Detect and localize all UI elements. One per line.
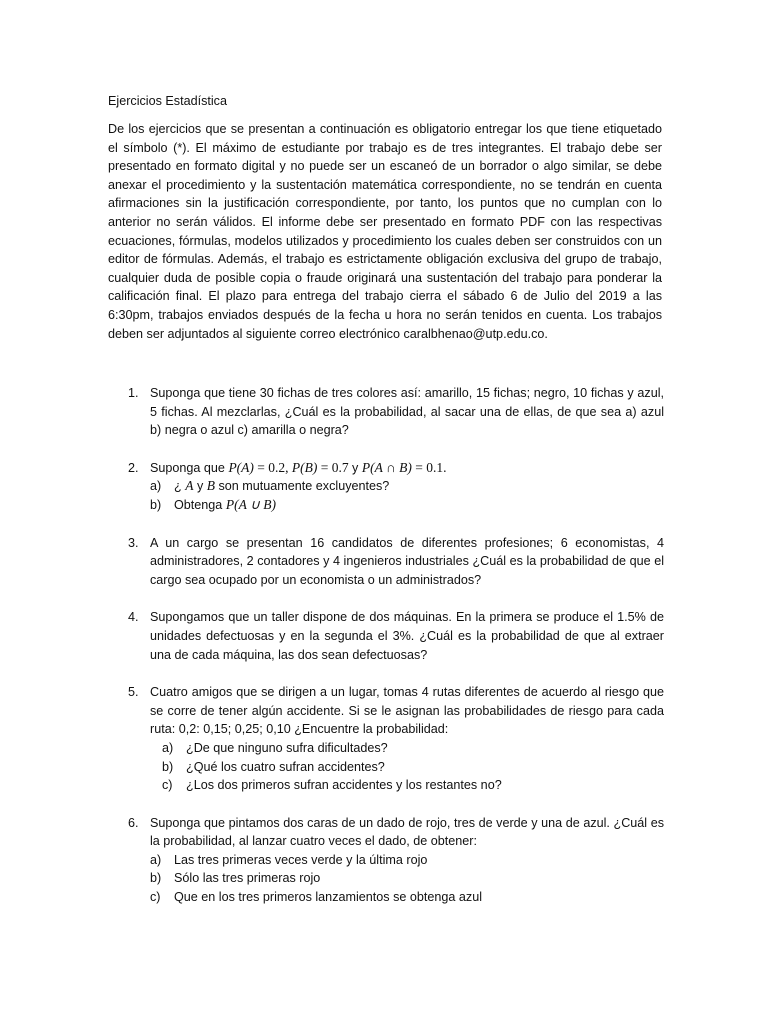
intro-end: . bbox=[544, 326, 548, 341]
exercise-number: 2. bbox=[128, 460, 139, 475]
sub-item-b bbox=[150, 496, 664, 515]
math-pa: P(A) bbox=[228, 459, 254, 475]
math-pab: P(A ∩ B) bbox=[361, 459, 412, 475]
exercise-text bbox=[150, 459, 664, 478]
math-pab-value: = 0.1. bbox=[411, 459, 447, 475]
email-address[interactable]: caralbhenao@utp.edu.co bbox=[403, 326, 545, 341]
math-pb-value: = 0.7 bbox=[317, 459, 353, 475]
sub-list bbox=[150, 851, 664, 907]
sub-item-c bbox=[162, 776, 664, 795]
sub-letter: a) bbox=[150, 479, 162, 494]
intro-paragraph bbox=[108, 120, 662, 343]
sub-letter: c) bbox=[162, 778, 173, 793]
math-pb: P(B) bbox=[291, 459, 318, 475]
exercise-number: 5. bbox=[128, 685, 139, 700]
sub-item-a bbox=[162, 739, 664, 758]
exercise-number: 1. bbox=[128, 386, 139, 400]
sub-list bbox=[150, 477, 664, 514]
sub-item-b bbox=[150, 869, 664, 888]
exercise-number: 6. bbox=[128, 815, 139, 830]
conjunction-y: y bbox=[352, 460, 362, 475]
exercise-3 bbox=[108, 534, 664, 590]
sub-text-pre: Obtenga bbox=[174, 497, 226, 512]
sub-letter: b) bbox=[150, 871, 162, 886]
sub-text-post: son mutuamente excluyentes? bbox=[215, 479, 390, 494]
exercise-text: Suponga que pintamos dos caras de un dado de rojo, tres de verde y una de azul. ¿Cuál es la probabilidad, al lanzar cuatro veces el dado, de obtener: bbox=[150, 815, 664, 849]
exercise-2 bbox=[108, 459, 664, 515]
sub-item-b bbox=[162, 758, 664, 777]
math-pa-value: = 0.2, bbox=[253, 459, 292, 475]
sub-item-a bbox=[150, 477, 664, 496]
sub-letter: a) bbox=[162, 740, 174, 755]
exercise-text: Supongamos que un taller dispone de dos máquinas. En la primera se produce el 1.5% de unidades defectuosas y en la segunda el 3%. ¿Cuál es la probabilidad de que al extraer una de cada máquina, las dos sean defectuosas? bbox=[150, 610, 664, 662]
exercise-list bbox=[108, 384, 664, 926]
exercise-number: 3. bbox=[128, 535, 139, 550]
sub-text: Sólo las tres primeras rojo bbox=[174, 871, 321, 886]
exercise-4 bbox=[108, 608, 664, 664]
exercise-text: Cuatro amigos que se dirigen a un lugar, tomas 4 rutas diferentes de acuerdo al riesgo que se corre de tener algún accidente. Si se le asignan las probabilidades de riesgo para cada ruta: 0,2: 0,15; 0,25; 0,10 ¿Encuentre la probabilidad: bbox=[150, 685, 664, 737]
exercise-number: 4. bbox=[128, 610, 139, 625]
sub-item-a bbox=[150, 851, 664, 870]
sub-text: ¿De que ninguno sufra dificultades? bbox=[186, 740, 388, 755]
sub-list bbox=[162, 739, 664, 795]
sub-text: ¿Qué los cuatro sufran accidentes? bbox=[186, 759, 385, 774]
math-a: A bbox=[185, 478, 194, 494]
sub-letter: b) bbox=[162, 759, 174, 774]
sub-text: ¿Los dos primeros sufran accidentes y los restantes no? bbox=[186, 778, 502, 793]
exercise-text: A un cargo se presentan 16 candidatos de diferentes profesiones; 6 economistas, 4 administradores, 2 contadores y 4 ingenieros industriales ¿Cuál es la probabilidad de que el cargo sea ocupado por un economista o un administrados? bbox=[150, 535, 664, 587]
document-heading: Ejercicios Estadística bbox=[108, 94, 227, 108]
intro-text: De los ejercicios que se presentan a continuación es obligatorio entregar los que tiene etiquetado el símbolo (*). El máximo de estudiante por trabajo es de tres integrantes. El trabajo debe ser presentado en formato digital y no puede ser un escaneó de un borrador o algo similar, se debe anexar el procedimiento y la sustentación matemática correspondiente, no se tendrán en cuenta afirmaciones sin la justificación correspondiente, por tanto, los puntos que no cumplan con lo anterior no serán válidos. El informe debe ser presentado en formato PDF con las respectivas ecuaciones, fórmulas, modelos utilizados y procedimiento los cuales deben ser construidos con un editor de fórmulas. Además, el trabajo es estrictamente obligación exclusiva del grupo de trabajo, cualquier duda de posible copia o fraude originará una sustentación del trabajo para ponderar la calificación final. El plazo para entrega del trabajo cierra el sábado 6 de Julio del 2019 a las 6:30pm, trabajos enviados después de la fecha u hora no serán tenidos en cuenta. Los trabajos deben ser adjuntados al siguiente correo electrónico bbox=[108, 122, 662, 341]
sub-text: Que en los tres primeros lanzamientos se obtenga azul bbox=[174, 890, 483, 905]
sub-text: Las tres primeras veces verde y la última rojo bbox=[174, 852, 428, 867]
sub-letter: a) bbox=[150, 852, 162, 867]
sub-letter: b) bbox=[150, 497, 162, 512]
sub-item-c bbox=[150, 888, 664, 907]
exercise-1 bbox=[108, 384, 664, 440]
math-b: B bbox=[206, 478, 215, 494]
exercise-text: Suponga que tiene 30 fichas de tres colores así: amarillo, 15 fichas; negro, 10 fichas y azul, 5 fichas. Al mezclarlas, ¿Cuál es la probabilidad, al sacar una de ellas, de que sea a) azul b) negra o azul c) amarilla o negra? bbox=[150, 386, 664, 438]
math-union: P(A ∪ B) bbox=[225, 496, 276, 512]
sub-letter: c) bbox=[150, 890, 161, 905]
sub-text-pre: ¿ bbox=[174, 479, 186, 494]
exercise-lead: Suponga que bbox=[150, 460, 229, 475]
exercise-5 bbox=[108, 683, 664, 795]
sub-text-mid: y bbox=[193, 479, 207, 494]
exercise-6 bbox=[108, 814, 664, 907]
